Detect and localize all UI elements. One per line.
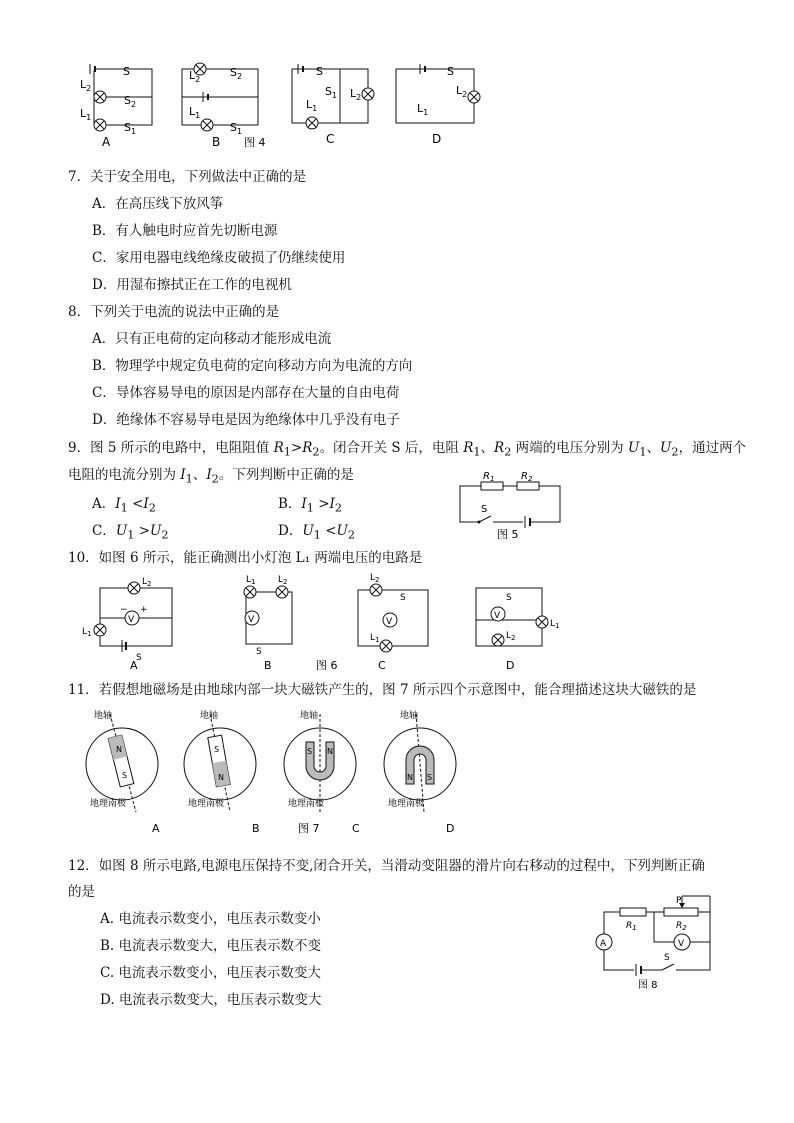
svg-text:R1: $R_1$ [626, 921, 637, 932]
svg-text:L2: $L_2$ [142, 577, 152, 588]
svg-text:A: A [600, 939, 607, 949]
fig6-caption: 图 6 [316, 659, 338, 672]
svg-text:地理南极: 地理南极 [388, 799, 425, 809]
fig4-label-d: D [432, 132, 442, 146]
svg-text:S2: $S_2$ [230, 66, 243, 81]
figure-4 [0, 0, 794, 160]
globe-d [384, 709, 456, 812]
q9-option-d: D．$U_1 <U_2$ [278, 523, 356, 542]
svg-text:P: P [676, 896, 682, 906]
svg-text:S2: $S_2$ [124, 94, 137, 109]
circuit-6c [358, 573, 428, 672]
svg-text:S: S [481, 504, 488, 515]
q12-option-a: A. 电流表示数变小，电压表示数变小 [100, 911, 321, 927]
svg-text:−: − [120, 605, 128, 615]
svg-text:L2: $L_2$ [278, 575, 288, 586]
q12-stem-line1: 12．如图 8 所示电路,电源电压保持不变,闭合开关，当滑动变阻器的滑片向右移动的过程中，下列判断正确 [68, 858, 705, 874]
svg-text:C: C [378, 659, 386, 672]
q7-option-b: B．有人触电时应首先切断电源 [92, 223, 278, 239]
figure-6 [70, 572, 670, 672]
q8-option-b: B．物理学中规定负电荷的定向移动方向为电流的方向 [92, 358, 413, 374]
q9-option-c: C．$U_1 >U_2$ [92, 523, 169, 542]
q12-option-c: C. 电流表示数变小，电压表示数变大 [100, 965, 321, 981]
svg-text:S1: $S_1$ [230, 121, 243, 136]
svg-text:L1: $L_1$ [370, 633, 380, 644]
svg-text:S: S [664, 953, 670, 963]
q8-option-c: C．导体容易导电的原因是内部存在大量的自由电荷 [92, 385, 400, 401]
svg-text:L2: $L_2$ [189, 69, 201, 84]
svg-text:S: S [123, 65, 130, 78]
svg-text:L2: $L_2$ [370, 573, 380, 584]
svg-text:L2: $L_2$ [456, 84, 468, 99]
circuit-6b [244, 575, 292, 672]
svg-text:S: S [447, 65, 454, 78]
q9-stem-line1: 9．图 5 所示的电路中，电阻阻值 $R_1>R_2$。闭合开关 S 后，电阻 $R_1$、$R_2$ 两端的电压分别为 $U_1$、$U_2$，通过两个 [68, 440, 747, 459]
figure-8 [592, 892, 722, 992]
q8-stem: 8．下列关于电流的说法中正确的是 [68, 304, 280, 320]
svg-text:S: S [122, 771, 128, 780]
svg-text:L1: $L_1$ [82, 627, 92, 638]
svg-text:L2: $L_2$ [506, 631, 516, 642]
svg-text:地理南极: 地理南极 [90, 799, 127, 809]
svg-text:S: S [506, 593, 512, 603]
svg-text:V: V [678, 939, 685, 949]
svg-text:S: S [136, 653, 142, 663]
svg-text:地轴: 地轴 [400, 711, 419, 721]
circuit-4c [292, 64, 374, 146]
figure-7 [70, 706, 530, 836]
q7-option-a: A．在高压线下放风筝 [92, 196, 224, 212]
circuit-4d [396, 64, 480, 146]
svg-text:V: V [494, 611, 501, 621]
svg-text:R2: $R_2$ [521, 471, 533, 483]
globe-b [184, 709, 256, 812]
svg-text:R1: $R_1$ [483, 471, 495, 483]
fig5-caption: 图 5 [497, 528, 519, 541]
q7-option-d: D．用湿布擦拭正在工作的电视机 [92, 277, 292, 293]
svg-text:B: B [252, 822, 260, 835]
svg-text:S: S [316, 65, 323, 78]
figure-5 [455, 470, 575, 540]
svg-text:A: A [130, 659, 138, 672]
q12-stem-line2: 的是 [68, 884, 95, 900]
svg-text:R2: $R_2$ [676, 921, 687, 932]
svg-text:C: C [352, 822, 360, 835]
q9-stem-line2: 电阻的电流分别为 $I_1$、$I_2$。下列判断中正确的是 [68, 467, 354, 486]
svg-text:L1: $L_1$ [417, 102, 429, 117]
svg-text:S: S [256, 647, 262, 657]
svg-text:地理南极: 地理南极 [288, 799, 325, 809]
q11-stem: 11．若假想地磁场是由地球内部一块大磁铁产生的，图 7 所示四个示意图中，能合理描述这块大磁铁的是 [68, 682, 697, 698]
circuit-6a [82, 577, 172, 672]
q12-option-b: B. 电流表示数变大，电压表示数不变 [100, 938, 322, 954]
svg-text:地轴: 地轴 [94, 711, 113, 721]
svg-text:L1: $L_1$ [550, 619, 560, 630]
circuit-6d [476, 588, 559, 672]
svg-text:V: V [248, 615, 255, 625]
svg-text:L1: $L_1$ [80, 107, 92, 122]
q12-option-d: D. 电流表示数变大，电压表示数变大 [100, 992, 322, 1008]
globe-c [284, 709, 356, 812]
svg-text:S: S [214, 745, 220, 754]
svg-text:S1: $S_1$ [124, 121, 137, 136]
fig4-caption: 图 4 [244, 136, 266, 149]
svg-text:L1: $L_1$ [246, 575, 256, 586]
svg-text:V: V [386, 617, 393, 627]
fig7-caption: 图 7 [298, 822, 320, 835]
circuit-4a [80, 64, 152, 149]
svg-text:D: D [506, 659, 515, 672]
globe-a [86, 709, 158, 812]
svg-text:L1: $L_1$ [306, 98, 318, 113]
q10-stem: 10．如图 6 所示，能正确测出小灯泡 L₁ 两端电压的电路是 [68, 550, 423, 566]
svg-text:L1: $L_1$ [189, 105, 201, 120]
q7-option-c: C．家用电器电线绝缘皮破损了仍继续使用 [92, 250, 346, 266]
svg-text:D: D [446, 822, 455, 835]
svg-text:地轴: 地轴 [200, 711, 219, 721]
svg-text:L2: $L_2$ [350, 87, 362, 102]
svg-text:地理南极: 地理南极 [188, 799, 225, 809]
svg-text:A: A [152, 822, 160, 835]
fig8-caption: 图 8 [638, 980, 658, 991]
fig4-label-b: B [212, 135, 221, 149]
q8-option-a: A．只有正电荷的定向移动才能形成电流 [92, 331, 332, 347]
svg-text:N: N [407, 773, 413, 782]
svg-text:N: N [327, 747, 333, 756]
svg-text:+: + [140, 605, 148, 615]
svg-text:地轴: 地轴 [300, 711, 319, 721]
svg-text:S: S [400, 593, 406, 603]
svg-text:S: S [427, 773, 433, 782]
q9-option-b: B．$I_1 >I_2$ [278, 496, 343, 515]
svg-text:S: S [307, 747, 313, 756]
svg-text:N: N [218, 773, 224, 782]
svg-text:N: N [116, 745, 122, 754]
fig4-label-c: C [326, 132, 335, 146]
q8-option-d: D．绝缘体不容易导电是因为绝缘体中几乎没有电子 [92, 412, 400, 428]
svg-text:L2: $L_2$ [80, 78, 92, 93]
svg-text:S1: $S_1$ [325, 85, 338, 100]
q7-stem: 7．关于安全用电，下列做法中正确的是 [68, 169, 307, 185]
svg-text:V: V [128, 615, 135, 625]
svg-text:B: B [264, 659, 272, 672]
fig4-label-a: A [102, 135, 111, 149]
q9-option-a: A．$I_1 <I_2$ [92, 496, 156, 515]
